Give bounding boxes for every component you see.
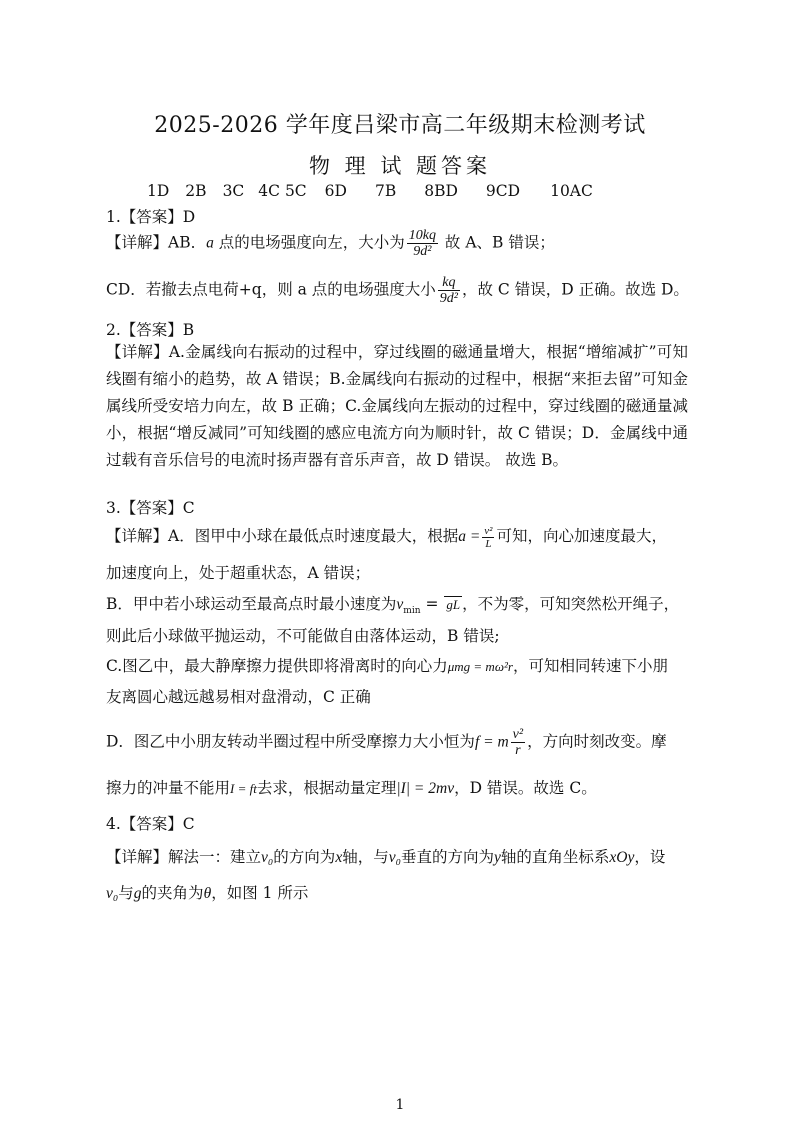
q3-text: C.图乙中，最大静摩擦力提供即将滑离时的向心力 (106, 657, 448, 675)
q3-answer: 3.【答案】C (106, 499, 195, 517)
fraction-denominator: r (515, 743, 521, 758)
q3-subscript: min (403, 606, 421, 617)
q4-text: 与 (118, 884, 134, 902)
q3-detail-b (106, 592, 679, 616)
q3-detail-d (106, 727, 667, 758)
q3-text: ，不为零，可知突然松开绳子， (462, 595, 680, 613)
q4-answer: 4.【答案】C (106, 815, 195, 833)
q3-fraction-d (511, 727, 525, 758)
fraction-denominator: L (485, 537, 492, 550)
answer-key-item: 3C (222, 182, 245, 200)
page-title: 2025-2026 学年度吕梁市高二年级期末检测考试 (154, 113, 646, 138)
q4-text: ，设 (634, 848, 666, 866)
q1-var-a: a (206, 234, 214, 252)
page-number: 1 (395, 1097, 405, 1113)
answer-key-item: 1D (147, 182, 170, 200)
q4-var-y: y (494, 849, 501, 866)
q3-detail-a (106, 524, 667, 550)
q4-var-xoy: xOy (609, 849, 635, 866)
q3-eq-a: a = (458, 528, 481, 545)
q3-detail-c-cont: 友离圆心越远越易相对盘滑动，C 正确 (106, 688, 371, 706)
answer-key-item: 7B (374, 182, 397, 200)
q1-text: 【详解】AB． (106, 233, 207, 252)
q1-text: ，故 C 错误，D 正确。故选 D。 (462, 280, 689, 299)
q3-var-v: v (396, 596, 404, 613)
q1-answer: 1.【答案】D (106, 208, 196, 226)
q3-detail-a-cont: 加速度向上，处于超重状态，A 错误； (106, 564, 371, 582)
answer-key-item: 9CD (485, 182, 521, 200)
q3-text: 去求，根据动量定理 (256, 779, 397, 797)
q4-var-theta: θ (203, 885, 212, 902)
sqrt-expression: gL (446, 597, 461, 612)
q3-detail-c (106, 654, 668, 676)
answer-key-item: 6D (324, 182, 347, 200)
fraction-numerator: kq (438, 275, 460, 291)
q3-detail-d-cont (106, 776, 597, 798)
q3-eq-c: μmg = mω²r (447, 659, 513, 674)
answer-key-item: 10AC (550, 182, 593, 200)
answer-key-item: 4C 5C (258, 182, 307, 200)
q1-fraction-2 (438, 275, 460, 306)
fraction-denominator: 9d² (439, 291, 458, 306)
fraction-numerator: 10kq (408, 228, 436, 243)
q3-text: B．甲中若小球运动至最高点时最小速度为 (106, 595, 397, 613)
fraction-denominator: 9d² (413, 244, 432, 259)
q4-var-v0: v₀ (106, 885, 119, 902)
q4-var-g: g (133, 885, 142, 902)
q3-fraction-a (482, 525, 494, 550)
q4-text: ，如图 1 所示 (211, 884, 309, 902)
q1-text: 故 A、B 错误； (440, 233, 555, 252)
q1-detail-line1 (106, 228, 555, 259)
q3-eq-d: f = m (474, 733, 509, 751)
q3-eq-momentum: |I| = 2mv (396, 780, 455, 797)
q4-detail-line1 (106, 845, 665, 867)
q2-answer: 2.【答案】B (106, 321, 195, 339)
q4-text: 轴，与 (342, 848, 389, 866)
q4-text: 【详解】解法一：建立 (106, 848, 262, 866)
q4-var-v0: v₀ (388, 849, 401, 866)
q3-text: ，可知相同转速下小朋 (512, 657, 668, 675)
q1-detail-line2 (106, 275, 689, 306)
q4-text: 垂直的方向为 (401, 848, 495, 866)
q1-text: CD．若撤去点电荷+q，则 a 点的电场强度大小 (106, 280, 436, 299)
q4-var-x: x (335, 849, 343, 866)
answer-key-row (147, 182, 593, 200)
q4-var-v0: v₀ (261, 849, 274, 866)
q3-text: ，方向时刻改变。摩 (527, 732, 667, 751)
q3-detail-b-cont: 则此后小球做平抛运动，不可能做自由落体运动，B 错误; (106, 627, 500, 645)
q4-text: 的方向为 (273, 848, 336, 866)
q4-text: 轴的直角坐标系 (500, 848, 610, 866)
q3-text: 【详解】A．图甲中小球在最低点时速度最大，根据 (106, 527, 459, 545)
q3-text: 擦力的冲量不能用 (106, 779, 231, 797)
fraction-numerator: v² (512, 727, 524, 742)
page-subtitle: 物 理 试 题答案 (308, 154, 492, 178)
q3-eq-impulse: I = ft (230, 781, 257, 796)
q1-fraction-1 (407, 228, 438, 259)
q3-text: 可知，向心加速度最大， (496, 527, 667, 545)
fraction-numerator: v² (484, 524, 493, 537)
q3-eq-sign: = (420, 595, 444, 613)
q4-text: 的夹角为 (141, 884, 204, 902)
q3-text: ，D 错误。故选 C。 (454, 779, 597, 797)
q4-detail-line2 (106, 881, 308, 903)
q1-text: 点的电场强度向左，大小为 (213, 233, 405, 252)
q3-text: D．图乙中小朋友转动半圈过程中所受摩擦力大小恒为 (106, 732, 475, 751)
q2-detail: 【详解】A.金属线向右振动的过程中，穿过线圈的磁通量增大，根据“增缩减扩”可知线圈有缩小的趋势，故 A 错误；B.金属线向右振动的过程中，根据“来拒去留”可知金属线所受安培力向左，故 B 正确；C.金属线向左振动的过程中，穿过线圈的磁通量减小，根据“增反减同”可知线圈的感应电流方向为顺时针，故 C 错误；D．金属线中通过载有音乐信号的电流时扬声器有音乐声音，故 D 错误。 故选 B。 (106, 343, 688, 469)
answer-key-item: 8BD (424, 182, 458, 200)
answer-key-item: 2B (185, 182, 207, 200)
